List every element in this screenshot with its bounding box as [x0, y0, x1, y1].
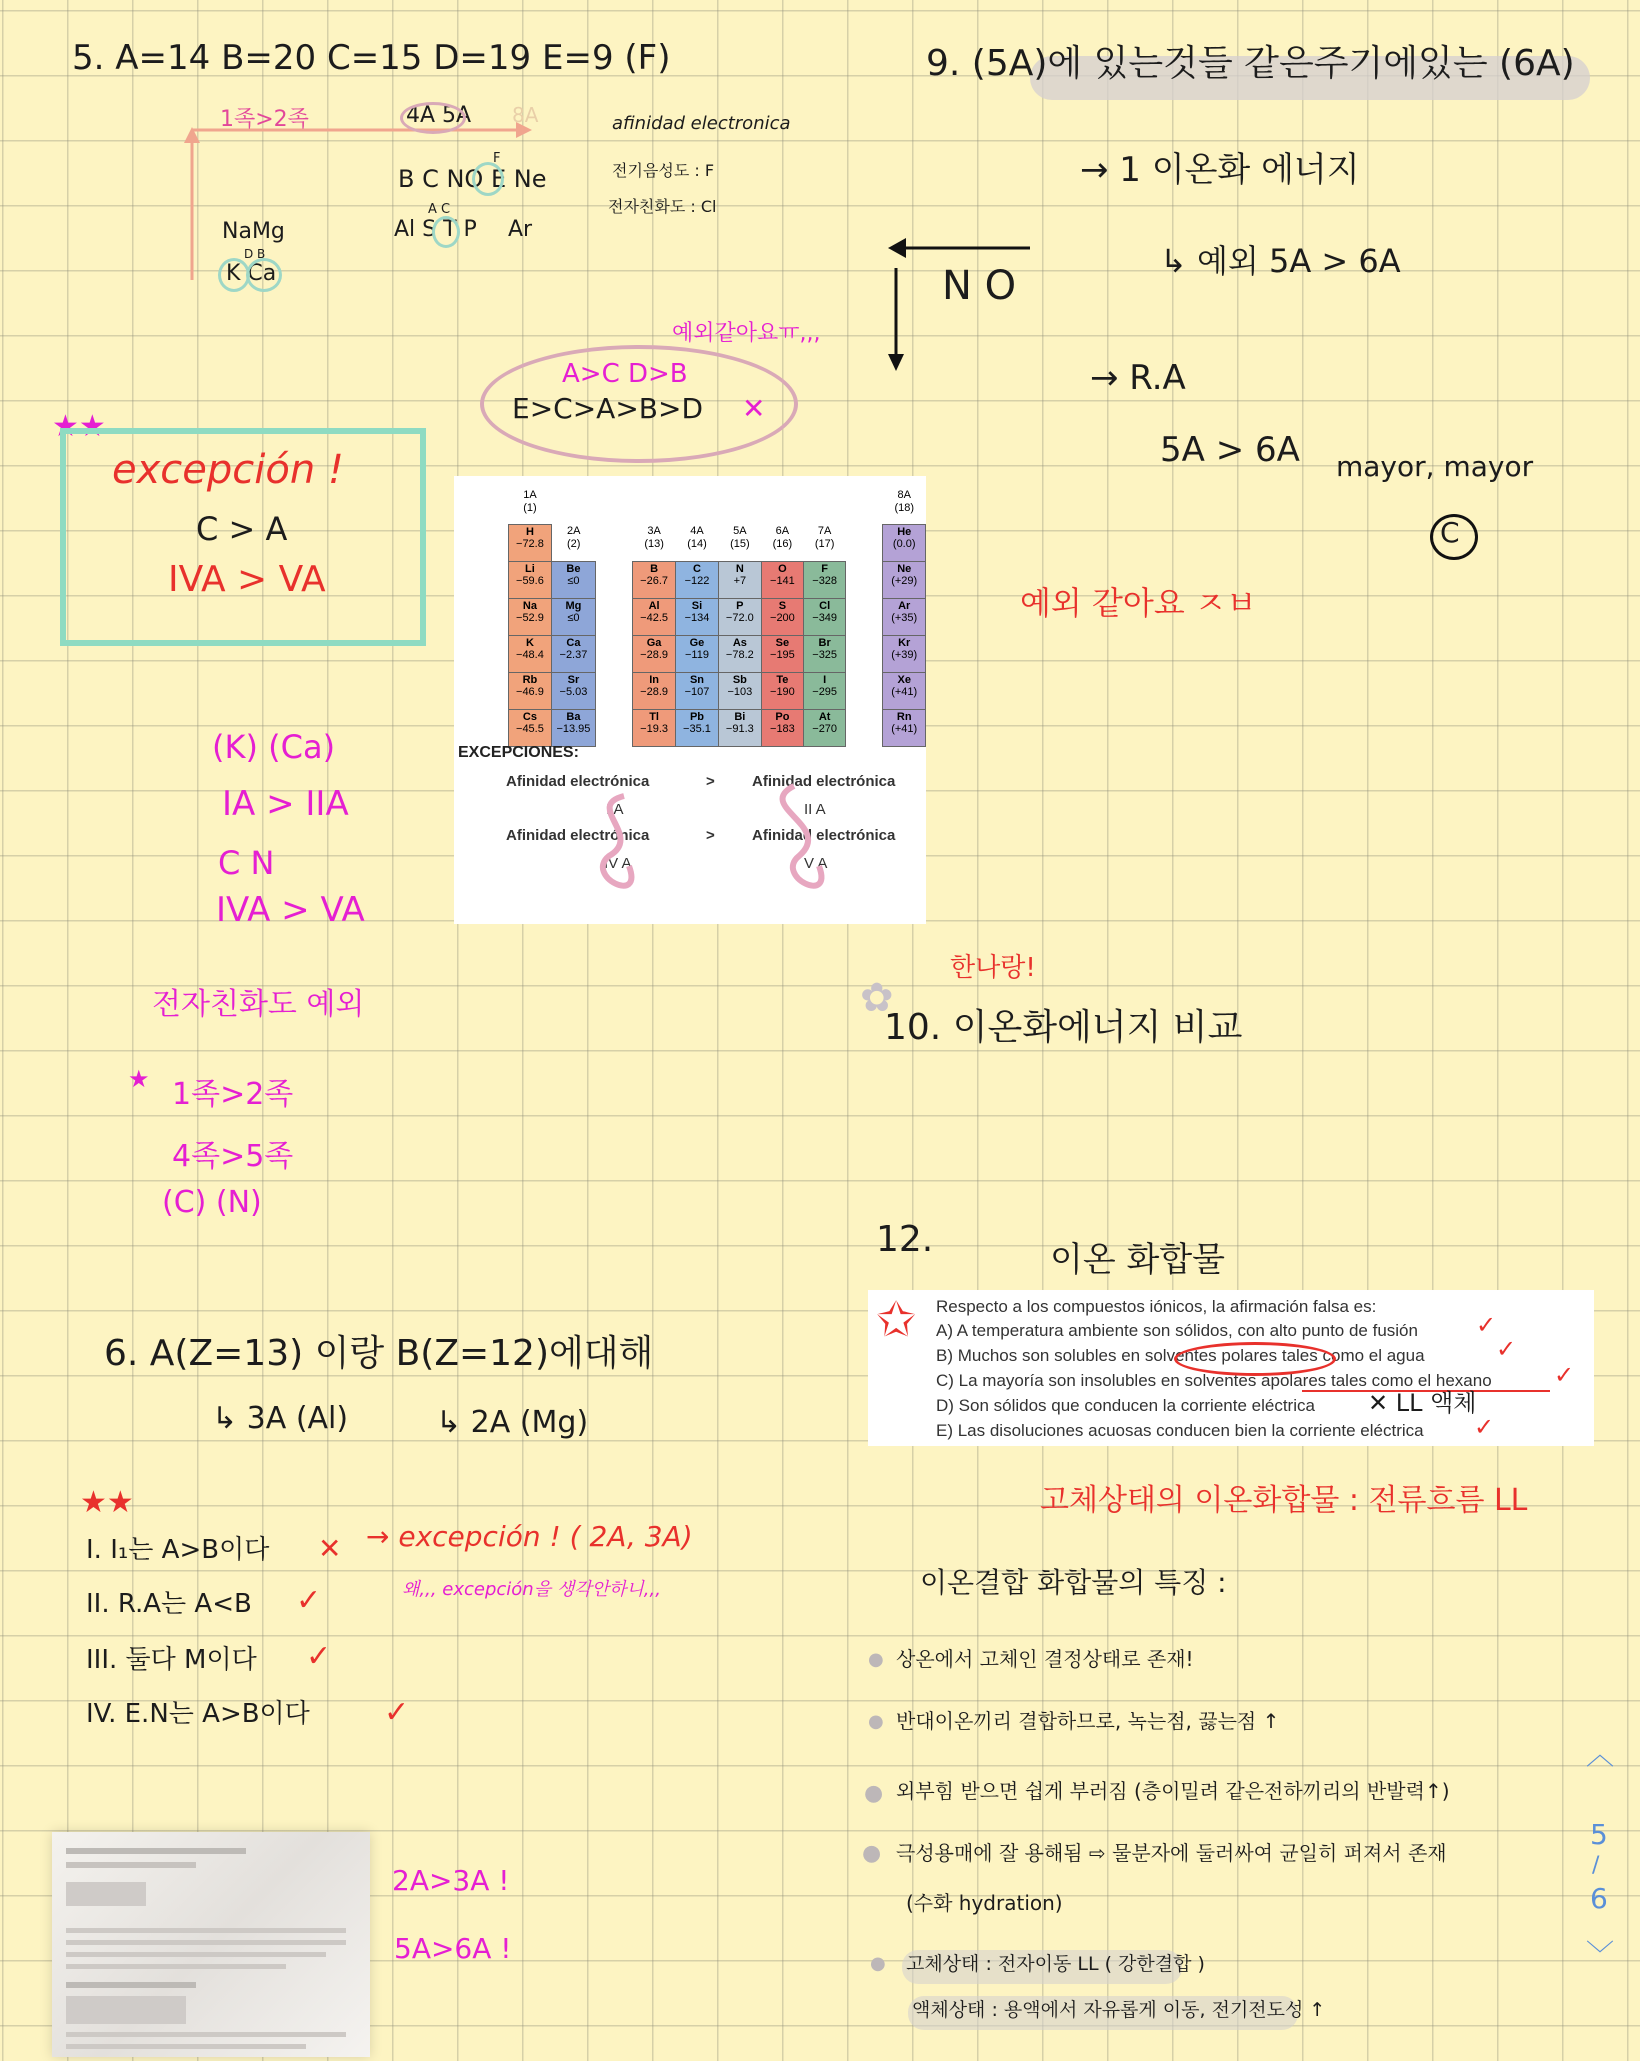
cell-Ga: Ga −28.9	[633, 635, 676, 672]
q6-item1-note: → excepción ! ( 2A, 3A)	[366, 1520, 693, 1553]
cell-Tl: Tl −19.3	[633, 709, 676, 746]
option-a: A) A temperatura ambiente son sólidos, con alto punto de fusión	[936, 1321, 1418, 1340]
cell-Al: Al −42.5	[633, 598, 676, 635]
x-mark: ✕	[742, 392, 766, 425]
q6-item3: III. 둘다 M이다	[86, 1645, 257, 1675]
ae1-op: >	[706, 773, 715, 790]
highlight-circle	[472, 162, 504, 196]
header-1a: 1A	[523, 489, 537, 501]
q10-hanarang: 한나랑!	[950, 953, 1036, 983]
flower-doodle: ✿	[860, 975, 894, 1021]
header-4a-num: (14)	[687, 537, 707, 550]
total-pages: 6	[1590, 1882, 1608, 1915]
option-c: C) La mayoría son insolubles en solventes apolares tales como el hexano	[936, 1371, 1492, 1390]
feature-4-sub: (수화 hydration)	[906, 1891, 1063, 1915]
option-e: E) Las disoluciones acuosas conducen bien la corriente eléctrica	[936, 1421, 1424, 1440]
en-line: 전기음성도 : F	[612, 161, 715, 180]
cell-K: K −48.4	[509, 635, 552, 672]
afinidad-label: afinidad electronica	[612, 113, 791, 134]
g45: 4족>5족	[172, 1139, 294, 1174]
q9-ra-sub: 5A > 6A	[1160, 430, 1300, 470]
features-title: 이온결합 화합물의 특징 :	[920, 1566, 1227, 1599]
highlight-circle	[432, 216, 460, 248]
bullet: ●	[870, 1953, 886, 1974]
cell-Si: Si −134	[676, 598, 719, 635]
ae1-right: Afinidad electrónica	[752, 773, 896, 790]
option-b: B) Muchos son solubles en solventes polares tales como el agua	[936, 1346, 1425, 1365]
g12: 1족>2족	[172, 1077, 294, 1112]
check-b: ✓	[1496, 1335, 1517, 1363]
bullet: ●	[864, 1781, 884, 1806]
q9-title: 9. (5A)에 있는것들 같은주기에있는 (6A)	[926, 43, 1575, 84]
cell-Sr: Sr −5.03	[551, 672, 595, 709]
cell-Na: Na −52.9	[509, 598, 552, 635]
check-a: ✓	[1476, 1311, 1497, 1339]
feature-5: 고체상태 : 전자이동 LL ( 강한결합 )	[906, 1953, 1205, 1975]
cell-Sb: Sb −103	[718, 672, 761, 709]
current-page: 5	[1590, 1818, 1608, 1851]
cell-Cl: Cl −349	[804, 598, 846, 635]
q10-title: 10. 이온화에너지 비교	[884, 1007, 1243, 1048]
cell-B: B −26.7	[633, 561, 676, 598]
header-6a-num: (16)	[772, 537, 793, 550]
stars: ★★	[52, 409, 106, 444]
q6-item1-sub: 왜,,, excepción을 생각안하니,,,	[402, 1579, 661, 1600]
cell-As: As −78.2	[718, 635, 761, 672]
c-gt-a: C > A	[196, 510, 288, 548]
cell-Ca: Ca −2.37	[551, 635, 595, 672]
cell-Rn: Rn (+41)	[883, 709, 926, 746]
feature-3: 외부힘 받으면 쉽게 부러짐 (층이밀려 같은전하끼리의 반발력↑)	[896, 1779, 1450, 1803]
q6-item1: I. I₁는 A>B이다	[86, 1535, 270, 1565]
note-2a3a: 2A>3A !	[392, 1864, 510, 1897]
ar-label: Ar	[508, 217, 533, 242]
iva-va-2: IVA > VA	[216, 890, 365, 930]
pink-scribbles	[584, 773, 884, 916]
header-5a: 5A	[733, 525, 747, 537]
cell-Rb: Rb −46.9	[509, 672, 552, 709]
header-8a-num: (18)	[894, 501, 914, 514]
cell-Li: Li −59.6	[509, 561, 552, 598]
page-separator: /	[1592, 1853, 1600, 1878]
cell-C: C −122	[676, 561, 719, 598]
cell-He: He (0.0)	[883, 524, 926, 561]
q9-c: C	[1440, 516, 1460, 549]
q9-i1-sub: ↳ 예외 5A > 6A	[1160, 242, 1401, 280]
excepciones-title: EXCEPCIONES:	[458, 744, 579, 761]
cell-H: H −72.8	[509, 524, 552, 561]
q9-mayor: mayor, mayor	[1336, 450, 1534, 483]
iva-gt-va: IVA > VA	[168, 559, 326, 600]
cell-Se: Se −195	[761, 635, 803, 672]
header-8a: 8A	[897, 489, 911, 501]
header-7a-num: (17)	[814, 537, 835, 550]
ea-line: 전자친화도 : Cl	[608, 197, 717, 216]
q6-stars: ★★	[80, 1485, 134, 1520]
cell-I: I −295	[804, 672, 846, 709]
highlight-circle	[400, 102, 466, 134]
cell-Te: Te −190	[761, 672, 803, 709]
cell-Ba: Ba −13.95	[551, 709, 595, 746]
k-ca-paren: (K) (Ca)	[212, 728, 336, 766]
db-small: D B	[244, 247, 266, 261]
group-8a-label: 8A	[512, 103, 539, 127]
ia-iia: IA > IIA	[222, 784, 349, 824]
question-text: Respecto a los compuestos iónicos, la afirmación falsa es:	[936, 1297, 1377, 1316]
ae2-right: Afinidad electrónica	[752, 827, 896, 844]
q12-title: 이온 화합물	[1050, 1240, 1226, 1280]
na-mg-label: NaMg	[222, 219, 285, 244]
bullet: ●	[868, 1711, 884, 1732]
reference-photo	[52, 1832, 370, 2057]
header-5a-num: (15)	[730, 537, 750, 550]
cell-Po: Po −183	[761, 709, 803, 746]
highlight-circle	[246, 258, 282, 292]
cell-P: P −72.0	[718, 598, 761, 635]
k-ca-label: K Ca	[226, 261, 277, 286]
page-nav	[1570, 1740, 1640, 1980]
ae1-left-group: I A	[606, 801, 624, 818]
chevron-down-icon[interactable]: ﹀	[1586, 1938, 1615, 1971]
option-d: D) Son sólidos que conducen la corriente eléctrica	[936, 1396, 1315, 1415]
ae2-left-group: IV A	[604, 855, 632, 872]
cell-At: At −270	[804, 709, 846, 746]
q6-item2-mark: ✓	[296, 1583, 322, 1618]
d-note: ✕ LL 액체	[1368, 1389, 1477, 1417]
feature-4: 극성용매에 잘 용해됨 ⇨ 물분자에 둘러싸여 균일히 퍼져서 존재	[896, 1841, 1447, 1865]
group-1-2-label: 1족>2족	[220, 107, 309, 132]
red-star: ✩	[876, 1292, 917, 1348]
red-circle	[1174, 1342, 1336, 1376]
q6-item4: IV. E.N는 A>B이다	[86, 1699, 310, 1729]
cell-N: N +7	[718, 561, 761, 598]
cell-Ar: Ar (+35)	[883, 598, 926, 635]
compare-top: A>C D>B	[562, 359, 688, 389]
cell-In: In −28.9	[633, 672, 676, 709]
cell-Mg: Mg ≤0	[551, 598, 595, 635]
ae2-left: Afinidad electrónica	[506, 827, 650, 844]
q9-ra: → R.A	[1090, 358, 1186, 398]
q9-no: N O	[942, 263, 1017, 309]
group-4a5a-label: 4A 5A	[406, 103, 472, 128]
header-1a-num: (1)	[523, 501, 537, 514]
q6-item3-mark: ✓	[306, 1639, 332, 1674]
cell-F: F −328	[804, 561, 846, 598]
electron-affinity-table	[508, 488, 926, 747]
question-image	[868, 1290, 1594, 1446]
cell-Pb: Pb −35.1	[676, 709, 719, 746]
header-2a-num: (2)	[566, 537, 581, 550]
cell-Kr: Kr (+39)	[883, 635, 926, 672]
cell-Cs: Cs −45.5	[509, 709, 552, 746]
ae2-right-group: V A	[804, 855, 828, 872]
bullet: ●	[862, 1841, 882, 1866]
period3-elements: Al S T P	[394, 217, 477, 242]
cell-Ge: Ge −119	[676, 635, 719, 672]
check-c: ✓	[1554, 1361, 1575, 1389]
period2-elements: B C NO E Ne	[398, 165, 547, 193]
cell-O: O −141	[761, 561, 803, 598]
q6-title: 6. A(Z=13) 이랑 B(Z=12)에대해	[104, 1333, 654, 1374]
ae1-right-group: II A	[804, 801, 826, 818]
q6-b-group: ↳ 2A (Mg)	[436, 1405, 589, 1440]
cell-S: S −200	[761, 598, 803, 635]
q6-item4-mark: ✓	[384, 1695, 410, 1730]
exception-note: 예외같아요ㅠ,,,	[672, 321, 821, 346]
q6-item1-mark: ✕	[318, 1532, 342, 1565]
chevron-up-icon[interactable]: ︿	[1586, 1738, 1615, 1771]
header-3a: 3A	[647, 525, 661, 537]
q9-exception: 예외 같아요 ㅈㅂ	[1020, 584, 1257, 622]
q6-a-group: ↳ 3A (Al)	[212, 1401, 349, 1436]
periodic-table-image	[454, 476, 926, 924]
cell-Ne: Ne (+29)	[883, 561, 926, 598]
cell-Be: Be ≤0	[551, 561, 595, 598]
header-6a: 6A	[775, 525, 790, 537]
c-n-paren: (C) (N)	[162, 1185, 262, 1220]
feature-2: 반대이온끼리 결합하므로, 녹는점, 끓는점 ↑	[896, 1709, 1280, 1733]
header-4a: 4A	[690, 525, 704, 537]
solid-note: 고체상태의 이온화합물 : 전류흐름 LL	[1040, 1483, 1528, 1518]
c-n: C N	[218, 844, 275, 882]
check-e: ✓	[1474, 1413, 1495, 1441]
q6-item2: II. R.A는 A<B	[86, 1589, 252, 1619]
header-7a: 7A	[817, 525, 832, 537]
f-small: F	[493, 151, 501, 166]
compare-main: E>C>A>B>D	[512, 392, 704, 425]
ac-small: A C	[428, 202, 451, 217]
ea-exceptions: 전자친화도 예외	[152, 987, 365, 1022]
q12-num: 12.	[876, 1219, 934, 1260]
q9-i1: → 1 이온화 에너지	[1080, 150, 1360, 190]
cell-Sn: Sn −107	[676, 672, 719, 709]
feature-1: 상온에서 고체인 결정상태로 존재!	[896, 1647, 1194, 1671]
cell-Bi: Bi −91.3	[718, 709, 761, 746]
cell-Xe: Xe (+41)	[883, 672, 926, 709]
bullet: ●	[868, 1649, 884, 1670]
cell-Br: Br −325	[804, 635, 846, 672]
ae2-op: >	[706, 827, 715, 844]
note-5a6a: 5A>6A !	[394, 1932, 512, 1965]
header-3a-num: (13)	[644, 537, 664, 550]
header-2a: 2A	[566, 525, 581, 537]
feature-6: 액체상태 : 용액에서 자유롭게 이동, 전기전도성 ↑	[912, 1999, 1326, 2021]
ae1-left: Afinidad electrónica	[506, 773, 650, 790]
q5-title: 5. A=14 B=20 C=15 D=19 E=9 (F)	[72, 38, 671, 78]
star: ★	[128, 1065, 150, 1093]
excepcion-text: excepción !	[112, 447, 344, 493]
